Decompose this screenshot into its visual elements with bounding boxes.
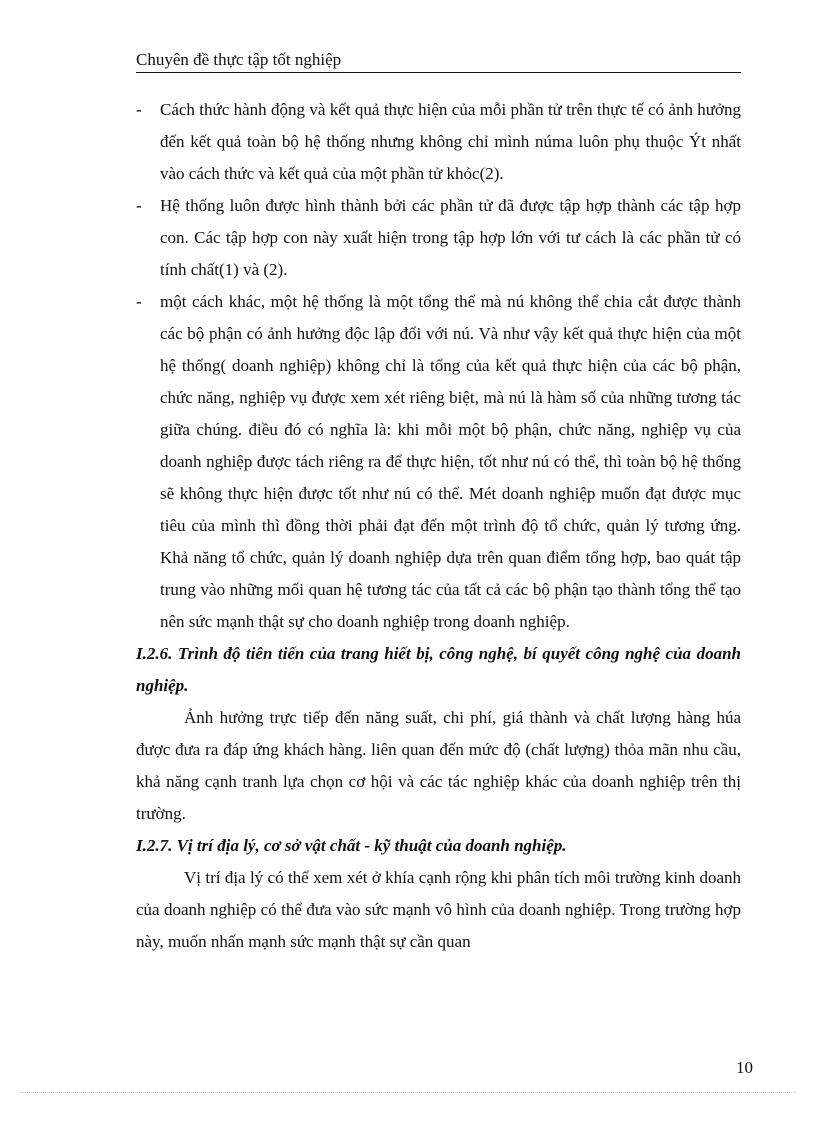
page-number: 10 [736, 1058, 753, 1077]
section-heading-1-2-7: I.2.7. Vị trí địa lý, cơ sở vật chất - kỹ thuật của doanh nghiệp. [136, 836, 567, 855]
section-paragraph-1-2-6: Ảnh hưởng trực tiếp đến năng suất, chi phí, giá thành và chất lượng hàng húa được đưa ra đáp ứng khách hàng. liên quan đến mức độ (chất lượng) thỏa mãn nhu cầu, khả năng cạnh tranh lựa chọn cơ hội và các tác nghiệp khác của doanh nghiệp trên thị trường. [136, 708, 741, 823]
footer-divider [20, 1092, 796, 1093]
bullet-text: một cách khác, một hệ thống là một tổng thể mà nú không thể chia cắt được thành các bộ phận có ảnh hưởng độc lập đối với nú. Và như vậy kết quả thực hiện của một hệ thống( doanh nghiệp) không chỉ là tổng của kết quả thực hiện của các bộ phận, chức năng, nghiệp vụ được xem xét riêng biệt, mà nú là hàm số của những tương tác giữa chúng. điều đó có nghĩa là: khi mỗi một bộ phận, chức năng, nghiệp vụ của doanh nghiệp được tách riêng ra để thực hiện, tốt như nú có thể, thì toàn bộ hệ thống sẽ không thực hiện được tốt như nú có thể. Mét doanh nghiệp muốn đạt được mục tiêu của mình thì đồng thời phải đạt đến một trình độ tổ chức, quản lý tương ứng. Khả năng tổ chức, quản lý doanh nghiệp dựa trên quan điểm tổng hợp, bao quát tập trung vào những mối quan hệ tương tác của tất cả các bộ phận tạo thành tổng thể tạo nên sức mạnh thật sự cho doanh nghiệp trong doanh nghiệp. [160, 292, 741, 631]
bullet-text: Cách thức hành động và kết quả thực hiện của mỗi phần tử trên thực tế có ảnh hưởng đến kết quả toàn bộ hệ thống nhưng không chỉ mình núma luôn phụ thuộc Ýt nhất vào cách thức và kết quả của một phần tử khỏc(2). [160, 100, 741, 183]
page-content [136, 94, 741, 958]
header-title: Chuyên đề thực tập tốt nghiệp [136, 50, 342, 69]
section-heading-1-2-6: I.2.6. Trình độ tiên tiến của trang hiết bị, công nghệ, bí quyết công nghệ của doanh nghiệp. [136, 644, 741, 695]
bullet-item [136, 286, 741, 638]
bullet-item [136, 190, 741, 286]
page-header [136, 50, 741, 73]
section-paragraph-1-2-7: Vị trí địa lý có thể xem xét ở khía cạnh rộng khi phân tích môi trường kinh doanh của doanh nghiệp có thể đưa vào sức mạnh vô hình của doanh nghiệp. Trong trường hợp này, muốn nhấn mạnh sức mạnh thật sự cần quan [136, 868, 741, 951]
bullet-dash: - [136, 292, 142, 311]
bullet-item [136, 94, 741, 190]
bullet-text: Hệ thống luôn được hình thành bởi các phần tử đã được tập hợp thành các tập hợp con. Các tập hợp con này xuất hiện trong tập hợp lớn với tư cách là các phần tử có tính chất(1) và (2). [160, 196, 741, 279]
bullet-dash: - [136, 196, 142, 215]
bullet-dash: - [136, 100, 142, 119]
